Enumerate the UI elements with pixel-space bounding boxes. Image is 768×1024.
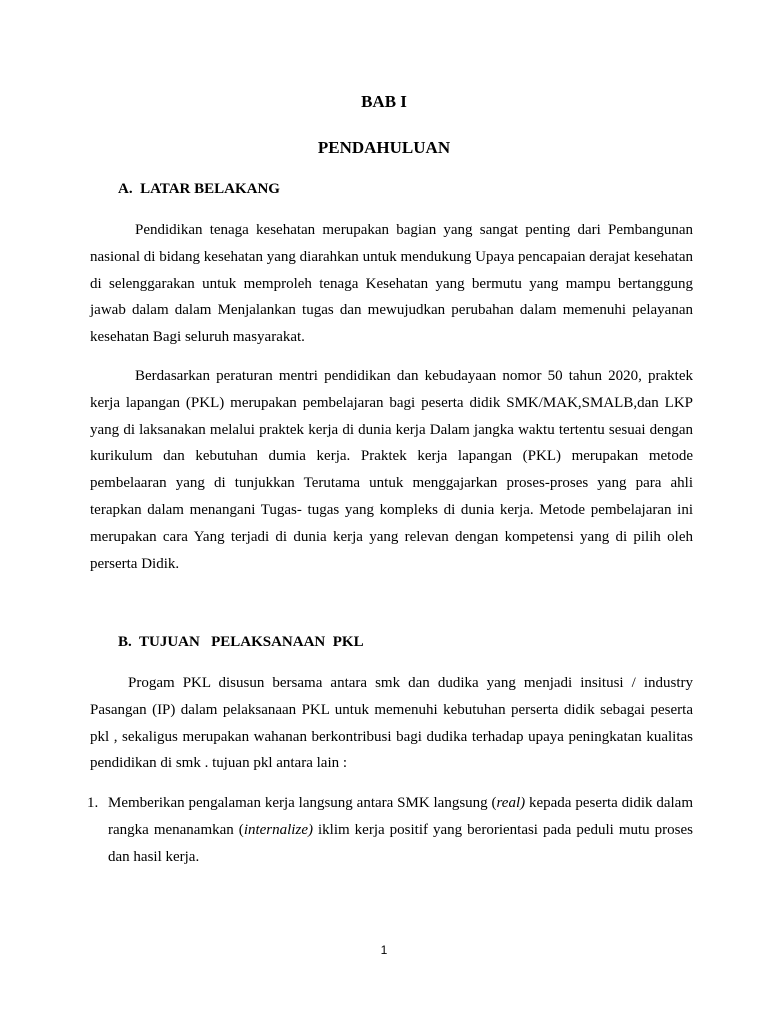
paragraph-latar-belakang-1: Pendidikan tenaga kesehatan merupakan bagian yang sangat penting dari Pembangunan nasional di bidang kesehatan yang diarahkan untuk mendukung Upaya pencapaian derajat kesehatan di selenggarakan untuk memproleh tenaga Kesehatan yang bermutu yang mampu bertanggung jawab dalam dalam Menjalankan tugas dan mewujudkan perubahan dalam memenuhi pelayanan kesehatan Bagi seluruh masyarakat. (90, 222, 693, 346)
list-item-number: 1. (87, 795, 99, 811)
page-number: 1 (380, 943, 388, 957)
list-text-part: Memberikan pengalaman kerja langsung antara SMK langsung ( (108, 795, 497, 811)
chapter-number: BAB I (361, 92, 407, 111)
term-real: real) (496, 795, 526, 811)
list-item (87, 790, 693, 870)
list-text-part: kepada peserta didik dalam rangka menanamkan ( (108, 795, 693, 838)
section-heading-tujuan-pkl: B. TUJUAN PELAKSANAAN PKL (118, 634, 364, 650)
term-internalize: internalize) (243, 821, 313, 838)
section-heading-latar-belakang: A. LATAR BELAKANG (118, 181, 280, 197)
list-text-part: iklim kerja positif yang berorientasi pada peduli mutu proses dan hasil kerja. (108, 821, 693, 865)
paragraph-latar-belakang-2: Berdasarkan peraturan mentri pendidikan dan kebudayaan nomor 50 tahun 2020, praktek kerja lapangan (PKL) merupakan pembelajaran bagi peserta didik SMK/MAK,SMALB,dan LKP yang di laksanakan melalui praktek kerja di dunia kerja Dalam jangka waktu tertentu sesuai dengan kurikulum dan kebutuhan dumia kerja. Praktek kerja lapangan (PKL) merupakan metode pembelaaran yang di tunjukkan Terutama untuk menggajarkan proses-proses yang para ahli terapkan dalam menangani Tugas- tugas yang kompleks di dunia kerja. Metode pembelajaran ini merupakan cara Yang terjadi di dunia kerja yang relevan dengan kompetensi yang di pilih oleh perserta Didik. (90, 368, 693, 572)
paragraph-tujuan-pkl: Progam PKL disusun bersama antara smk dan dudika yang menjadi insitusi / industry Pasangan (IP) dalam pelaksanaan PKL untuk memenuhi kebutuhan perserta didik sebagai peserta pkl , sekaligus merupakan wahanan berkontribusi bagi dudika terhadap upaya peningkatan kualitas pendidikan di smk . tujuan pkl antara lain : (90, 675, 693, 772)
chapter-title: PENDAHULUAN (317, 138, 451, 157)
list-item-text (108, 790, 693, 870)
